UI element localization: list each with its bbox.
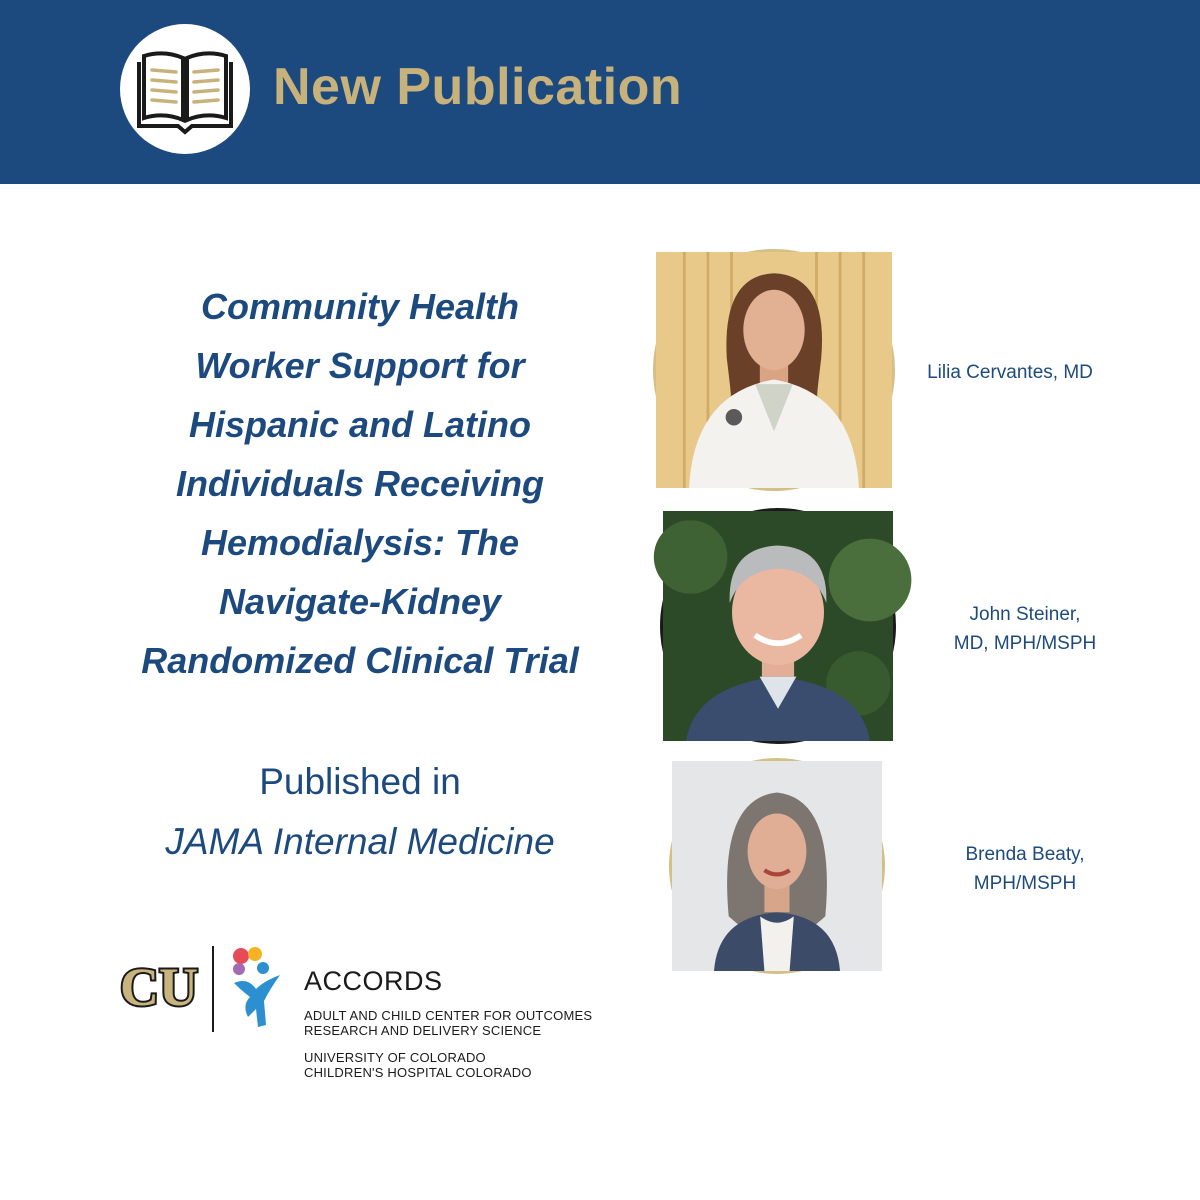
article-title-line: Hispanic and Latino	[188, 404, 532, 445]
article-title-line: Community Health	[200, 286, 520, 327]
article-title	[100, 277, 620, 690]
accords-logo-icon	[230, 947, 290, 1033]
author-name	[930, 840, 1120, 898]
author-name	[915, 358, 1105, 387]
affiliation: CHILDREN'S HOSPITAL COLORADO	[304, 1065, 532, 1080]
published-label: Published in	[259, 761, 461, 802]
article-title-line: Individuals Receiving	[175, 463, 545, 504]
logo-divider	[212, 946, 214, 1032]
cu-logo	[120, 953, 198, 1023]
author-name	[930, 600, 1120, 658]
author-name-line: MD, MPH/MSPH	[953, 633, 1097, 654]
affiliation: UNIVERSITY OF COLORADO	[304, 1050, 486, 1065]
author-name-line: Lilia Cervantes, MD	[927, 362, 1093, 383]
header-title: New Publication	[273, 58, 683, 116]
author-photo-john-steiner	[660, 508, 896, 744]
author-name-line: Brenda Beaty,	[965, 844, 1085, 865]
journal-name: JAMA Internal Medicine	[165, 821, 555, 862]
open-book-icon	[136, 46, 234, 132]
article-title-line: Randomized Clinical Trial	[141, 640, 579, 681]
header-banner	[0, 0, 1200, 184]
article-title-line: Worker Support for	[195, 345, 525, 386]
publication-info	[100, 752, 620, 872]
accords-subtitle: ADULT AND CHILD CENTER FOR OUTCOMES	[304, 1008, 593, 1023]
author-name-line: John Steiner,	[969, 604, 1081, 625]
article-title-line: Navigate-Kidney	[218, 581, 502, 622]
accords-subtitle: RESEARCH AND DELIVERY SCIENCE	[304, 1023, 542, 1038]
cu-logo-text: CU	[120, 957, 198, 1017]
article-title-line: Hemodialysis: The	[200, 522, 520, 563]
author-name-line: MPH/MSPH	[973, 873, 1077, 894]
author-photo-lilia-cervantes	[653, 249, 895, 491]
accords-name: ACCORDS	[304, 966, 443, 996]
header-badge	[120, 24, 250, 154]
author-photo-brenda-beaty	[669, 758, 885, 974]
